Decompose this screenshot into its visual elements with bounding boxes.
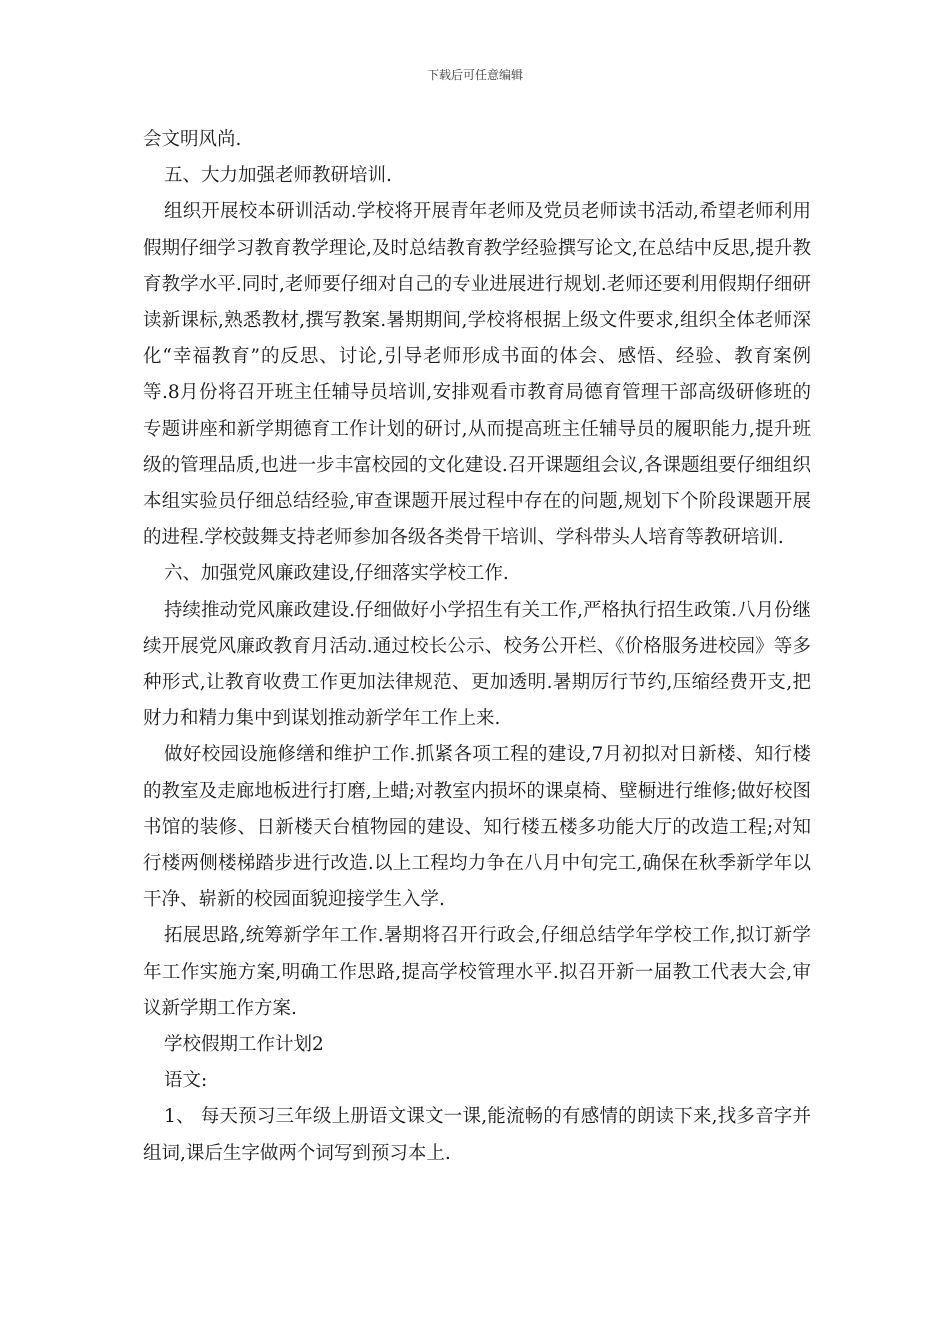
subject-chinese-heading: 语文:: [164, 1070, 208, 1092]
document-body: [143, 122, 811, 1172]
paragraph-facilities: 做好校园设施修缮和维护工作.抓紧各项工程的建设,7月初拟对日新楼、知行楼的教室及走廊地板进行打磨,上蜡;对教室内损坏的课桌椅、壁橱进行维修;做好校图书馆的装修、日新楼天台植物园的建设、知行楼五楼多功能大厅的改造工程;对知行楼两侧楼梯踏步进行改造.以上工程均力争在八月中旬完工,确保在秋季新学年以干净、崭新的校园面貌迎接学生入学.: [143, 744, 811, 911]
paragraph-integrity: 持续推动党风廉政建设.仔细做好小学招生有关工作,严格执行招生政策.八月份继续开展党风廉政教育月活动.通过校长公示、校务公开栏、《价格服务进校园》等多种形式,让教育收费工作更加法律规范、更加透明.暑期厉行节约,压缩经费开支,把财力和精力集中到谋划推动新学年工作上来.: [143, 599, 811, 730]
section-heading-5: 五、大力加强老师教研培训.: [164, 165, 392, 187]
paragraph-continuation: 会文明风尚.: [143, 129, 242, 150]
list-item-1: 1、 每天预习三年级上册语文课文一课,能流畅的有感情的朗读下来,找多音字并组词,课后生字做两个词写到预习本上.: [143, 1106, 811, 1164]
page-header: 下载后可任意编辑: [426, 68, 523, 82]
section-heading-6: 六、加强党风廉政建设,仔细落实学校工作.: [164, 563, 509, 585]
paragraph-teacher-training: 组织开展校本研训活动.学校将开展青年老师及党员老师读书活动,希望老师利用假期仔细学习教育教学理论,及时总结教育教学经验撰写论文,在总结中反思,提升教育教学水平.同时,老师要仔细对自己的专业进展进行规划.老师还要利用假期仔细研读新课标,熟悉教材,撰写教案.暑期期间,学校将根据上级文件要求,组织全体老师深化“幸福教育”的反思、讨论,引导老师形成书面的体会、感悟、经验、教育案例等.8月份将召开班主任辅导员培训,安排观看市教育局德育管理干部高级研修班的专题讲座和新学期德育工作计划的研讨,从而提高班主任辅导员的履职能力,提升班级的管理品质,也进一步丰富校园的文化建设.召开课题组会议,各课题组要仔细组织本组实验员仔细总结经验,审查课题开展过程中存在的问题,规划下个阶段课题开展的进程.学校鼓舞支持老师参加各级各类骨干培训、学科带头人培育等教研培训.: [143, 201, 811, 549]
paragraph-planning: 拓展思路,统筹新学年工作.暑期将召开行政会,仔细总结学年学校工作,拟订新学年工作实施方案,明确工作思路,提高学校管理水平.拟召开新一届教工代表大会,审议新学期工作方案.: [143, 925, 811, 1019]
plan-2-title: 学校假期工作计划2: [164, 1034, 324, 1056]
